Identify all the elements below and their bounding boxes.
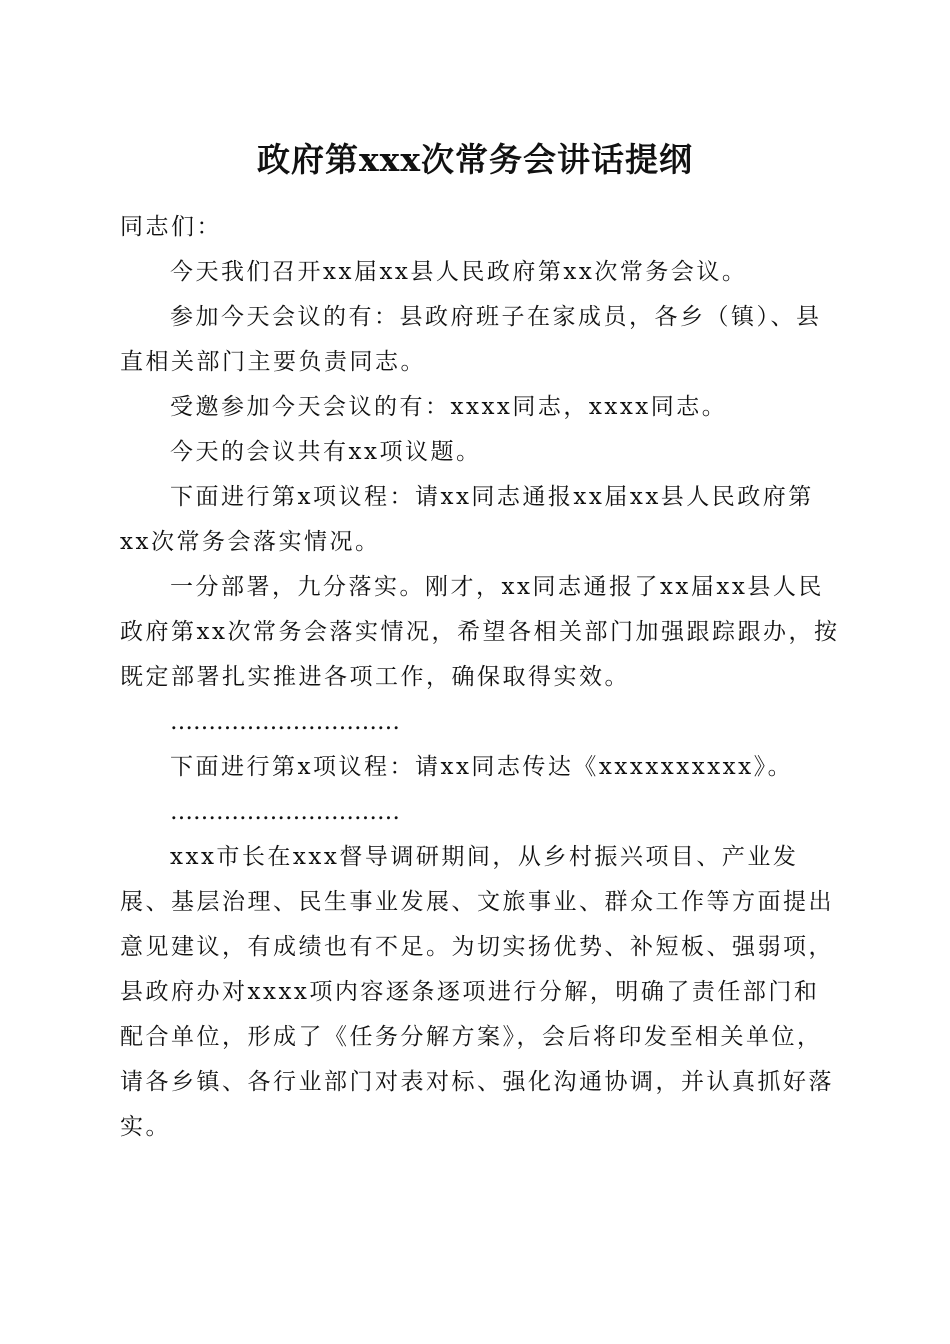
paragraph-agenda-item-convey: 下面进行第x项议程：请xx同志传达《xxxxxxxxxx》。 [170,754,794,780]
paragraph-agenda-count: 今天的会议共有xx项议题。 [170,439,482,465]
document-body [120,205,842,1150]
paragraph-invited-guests: 受邀参加今天会议的有：xxxx同志，xxxx同志。 [170,394,728,420]
paragraph-meeting-opening: 今天我们召开xx届xx县人民政府第xx次常务会议。 [170,259,748,285]
ellipsis-separator: ………………………… [170,799,400,825]
ellipsis-separator: ………………………… [170,709,400,735]
paragraph-implementation-remarks: 一分部署，九分落实。刚才，xx同志通报了xx届xx县人民政府第xx次常务会落实情况，希望各相关部门加强跟踪跟办，按既定部署扎实推进各项工作，确保取得实效。 [120,574,840,690]
paragraph-task-breakdown: xxx市长在xxx督导调研期间，从乡村振兴项目、产业发展、基层治理、民生事业发展、文旅事业、群众工作等方面提出意见建议，有成绩也有不足。为切实扬优势、补短板、强弱项，县政府办对xxxx项内容逐条逐项进行分解，明确了责任部门和配合单位，形成了《任务分解方案》，会后将印发至相关单位，请各乡镇、各行业部门对表对标、强化沟通协调，并认真抓好落实。 [120,844,834,1140]
paragraph-agenda-item-report: 下面进行第x项议程：请xx同志通报xx届xx县人民政府第xx次常务会落实情况。 [120,484,814,555]
paragraph-attendees: 参加今天会议的有：县政府班子在家成员，各乡（镇）、县直相关部门主要负责同志。 [120,304,822,375]
document-title: 政府第xxx次常务会讲话提纲 [256,140,694,179]
salutation: 同志们： [120,214,222,240]
